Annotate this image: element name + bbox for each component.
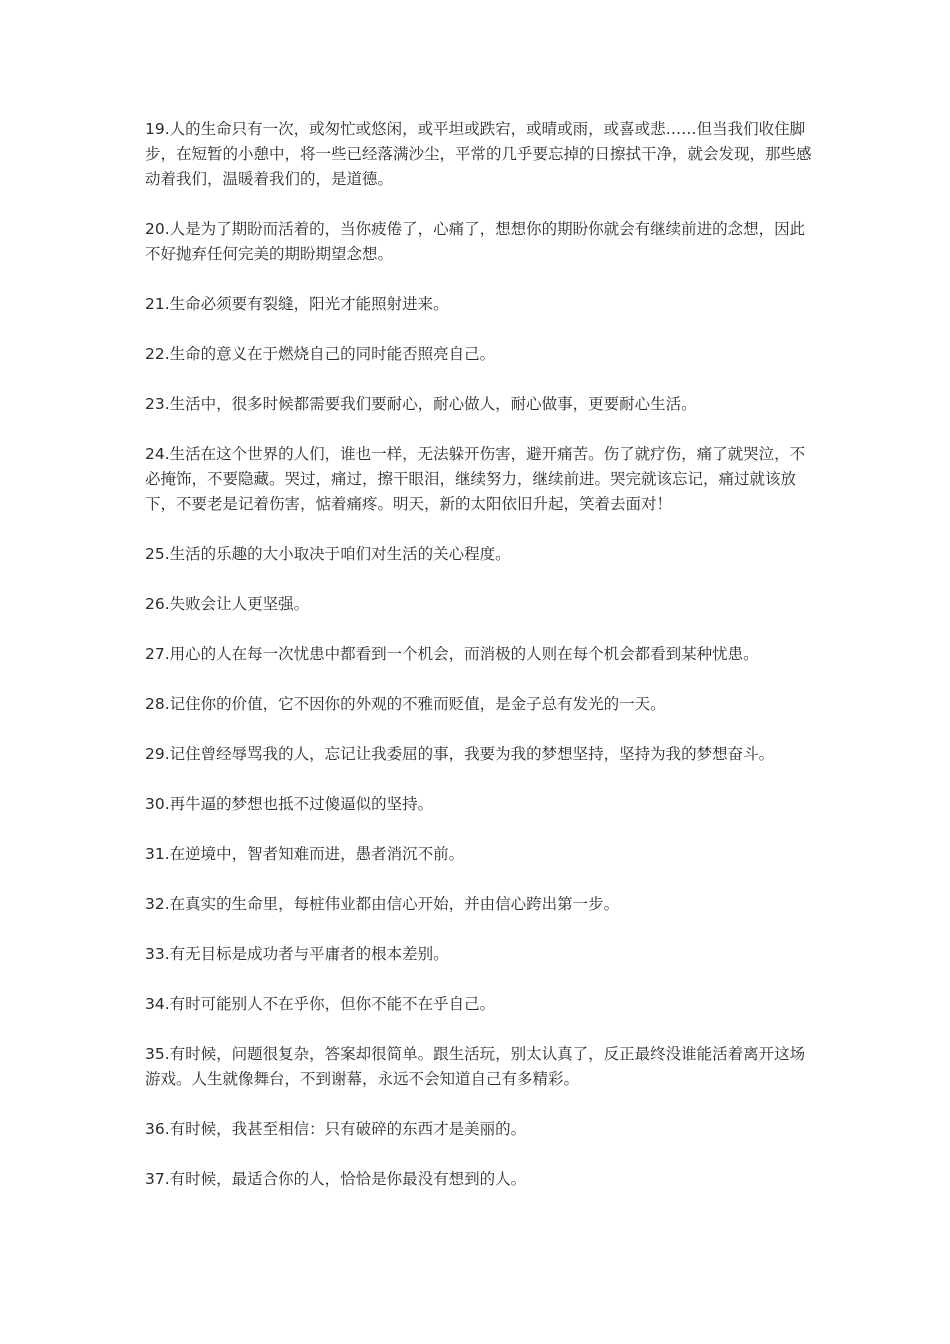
quote-paragraph-34: 34.有时可能别人不在乎你，但你不能不在乎自己。 [145, 995, 496, 1013]
quote-paragraph-33: 33.有无目标是成功者与平庸者的根本差别。 [145, 945, 449, 963]
quote-paragraph-35: 35.有时候，问题很复杂，答案却很简单。跟生活玩，别太认真了，反正最终没谁能活着离开这场游戏。人生就像舞台，不到谢幕，永远不会知道自己有多精彩。 [145, 1045, 806, 1088]
quote-paragraph-28: 28.记住你的价值，它不因你的外观的不雅而贬值，是金子总有发光的一天。 [145, 695, 666, 713]
quote-paragraph-19: 19.人的生命只有一次，或匆忙或悠闲，或平坦或跌宕，或晴或雨，或喜或悲……但当我们收住脚步，在短暂的小憩中，将一些已经落满沙尘，平常的几乎要忘掉的日擦拭干净，就会发现，那些感动着我们，温暖着我们的，是道德。 [145, 120, 812, 188]
quote-paragraph-27: 27.用心的人在每一次忧患中都看到一个机会，而消极的人则在每个机会都看到某种忧患。 [145, 645, 759, 663]
document-page [145, 117, 817, 1217]
quote-paragraph-29: 29.记住曾经辱骂我的人，忘记让我委屈的事，我要为我的梦想坚持，坚持为我的梦想奋斗。 [145, 745, 775, 763]
quote-paragraph-23: 23.生活中，很多时候都需要我们要耐心，耐心做人，耐心做事，更要耐心生活。 [145, 395, 697, 413]
quote-paragraph-32: 32.在真实的生命里，每桩伟业都由信心开始，并由信心跨出第一步。 [145, 895, 620, 913]
quote-paragraph-31: 31.在逆境中，智者知难而进，愚者消沉不前。 [145, 845, 465, 863]
quote-paragraph-24: 24.生活在这个世界的人们，谁也一样，无法躲开伤害，避开痛苦。伤了就疗伤，痛了就哭泣，不必掩饰，不要隐藏。哭过，痛过，擦干眼泪，继续努力，继续前进。哭完就该忘记，痛过就该放下，不要老是记着伤害，惦着痛疼。明天，新的太阳依旧升起，笑着去面对！ [145, 445, 806, 513]
quote-paragraph-21: 21.生命必须要有裂缝，阳光才能照射进来。 [145, 295, 449, 313]
quote-paragraph-36: 36.有时候，我甚至相信：只有破碎的东西才是美丽的。 [145, 1120, 527, 1138]
quote-paragraph-20: 20.人是为了期盼而活着的，当你疲倦了，心痛了，想想你的期盼你就会有继续前进的念想，因此不好抛弃任何完美的期盼期望念想。 [145, 220, 806, 263]
quote-paragraph-25: 25.生活的乐趣的大小取决于咱们对生活的关心程度。 [145, 545, 511, 563]
quote-paragraph-37: 37.有时候，最适合你的人，恰恰是你最没有想到的人。 [145, 1170, 527, 1188]
quote-paragraph-26: 26.失败会让人更坚强。 [145, 595, 310, 613]
quote-paragraph-22: 22.生命的意义在于燃烧自己的同时能否照亮自己。 [145, 345, 496, 363]
quote-paragraph-30: 30.再牛逼的梦想也抵不过傻逼似的坚持。 [145, 795, 434, 813]
